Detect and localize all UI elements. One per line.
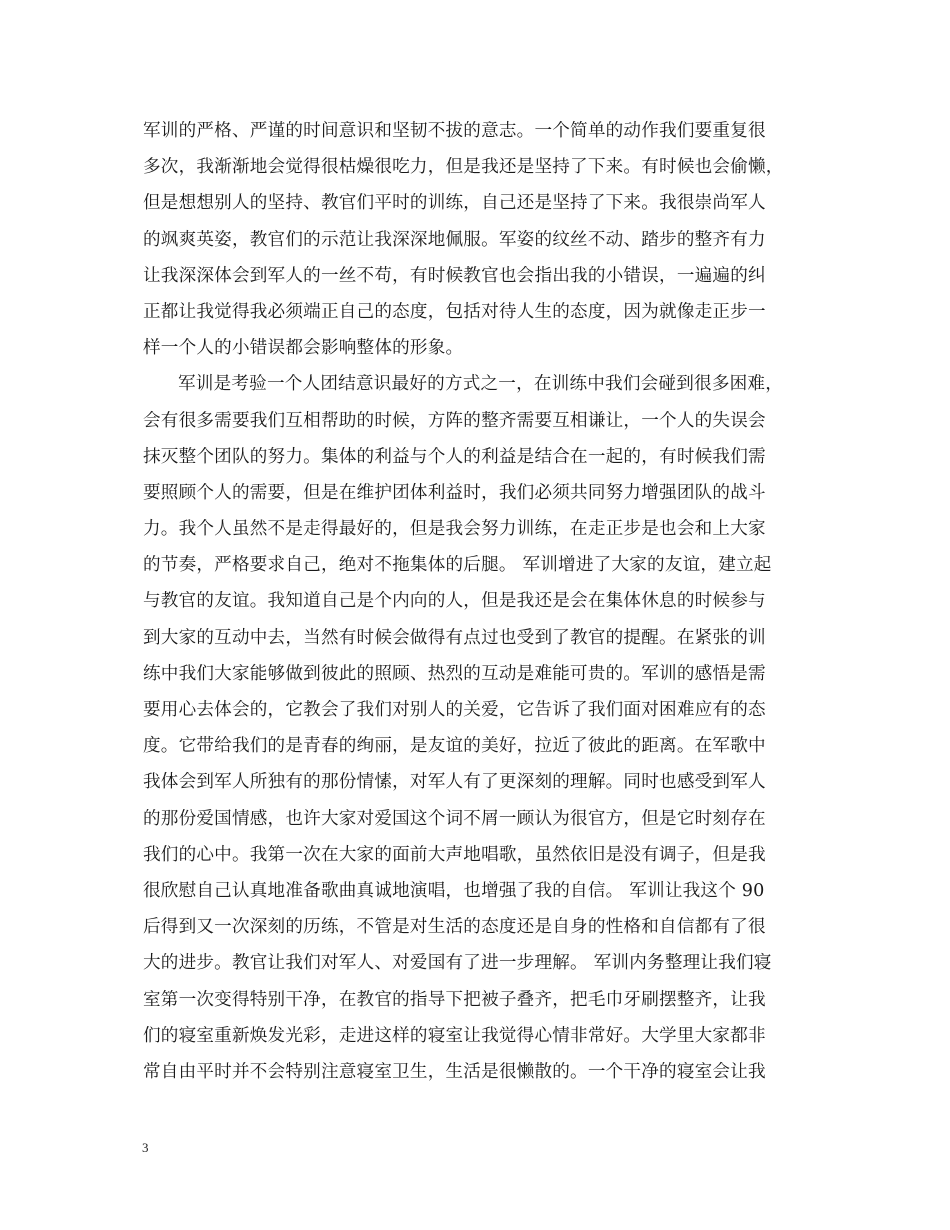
text-line: 到大家的互动中去，当然有时候会做得有点过也受到了教官的提醒。在紧张的训 xyxy=(143,627,766,648)
text-line: 度。它带给我们的是青春的绚丽，是友谊的美好，拉近了彼此的距离。在军歌中 xyxy=(143,736,766,757)
text-line: 要用心去体会的，它教会了我们对别人的关爱，它告诉了我们面对困难应有的态 xyxy=(143,700,766,720)
text-line: 大的进步。教官让我们对军人、对爱国有了进一步理解。 军训内务整理让我们寝 xyxy=(143,953,772,974)
page-number: 3 xyxy=(142,1140,149,1155)
text-line: 的飒爽英姿，教官们的示范让我深深地佩服。军姿的纹丝不动、踏步的整齐有力 xyxy=(143,229,766,250)
text-line: 常自由平时并不会特别注意寝室卫生，生活是很懒散的。一个干净的寝室会让我 xyxy=(143,1061,766,1082)
text-line: 抹灭整个团队的努力。集体的利益与个人的利益是结合在一起的，有时候我们需 xyxy=(143,446,766,467)
text-line: 的那份爱国情感，也许大家对爱国这个词不屑一顾认为很官方，但是它时刻存在 xyxy=(143,808,766,829)
text-line: 会有很多需要我们互相帮助的时候，方阵的整齐需要互相谦让，一个人的失误会 xyxy=(143,410,766,431)
text-line: 室第一次变得特别干净，在教官的指导下把被子叠齐，把毛巾牙刷摆整齐，让我 xyxy=(143,989,766,1010)
text-line: 样一个人的小错误都会影响整体的形象。 xyxy=(143,338,464,359)
text-line: 多次，我渐渐地会觉得很枯燥很吃力，但是我还是坚持了下来。有时候也会偷懒， xyxy=(143,157,784,178)
text-line: 我体会到军人所独有的那份情愫，对军人有了更深刻的理解。同时也感受到军人 xyxy=(143,772,766,793)
text-line: 正都让我觉得我必须端正自己的态度，包括对待人生的态度，因为就像走正步一 xyxy=(143,301,766,322)
text-line: 们的寝室重新焕发光彩，走进这样的寝室让我觉得心情非常好。大学里大家都非 xyxy=(143,1025,766,1046)
text-line: 练中我们大家能够做到彼此的照顾、热烈的互动是难能可贵的。军训的感悟是需 xyxy=(143,663,766,684)
text-line: 军训的严格、严谨的时间意识和坚韧不拔的意志。一个简单的动作我们要重复很 xyxy=(143,121,766,141)
text-line: 军训是考验一个人团结意识最好的方式之一，在训练中我们会碰到很多困难， xyxy=(178,374,783,395)
text-line: 让我深深体会到军人的一丝不苟，有时候教官也会指出我的小错误，一遍遍的纠 xyxy=(143,265,766,286)
text-line: 要照顾个人的需要，但是在维护团体利益时，我们必须共同努力增强团队的战斗 xyxy=(143,482,766,503)
text-line: 力。我个人虽然不是走得最好的，但是我会努力训练，在走正步是也会和上大家 xyxy=(143,519,766,540)
text-line: 我们的心中。我第一次在大家的面前大声地唱歌，虽然依旧是没有调子，但是我 xyxy=(143,844,766,865)
text-line: 很欣慰自己认真地准备歌曲真诚地演唱，也增强了我的自信。 军训让我这个 90 xyxy=(143,880,765,901)
text-line: 与教官的友谊。我知道自己是个内向的人，但是我还是会在集体休息的时候参与 xyxy=(143,591,766,612)
text-line: 但是想想别人的坚持、教官们平时的训练，自己还是坚持了下来。我很崇尚军人 xyxy=(143,193,766,214)
text-line: 后得到又一次深刻的历练，不管是对生活的态度还是自身的性格和自信都有了很 xyxy=(143,917,766,938)
text-line: 的节奏，严格要求自己，绝对不拖集体的后腿。 军训增进了大家的友谊，建立起 xyxy=(143,555,772,576)
body-text xyxy=(143,113,813,1090)
